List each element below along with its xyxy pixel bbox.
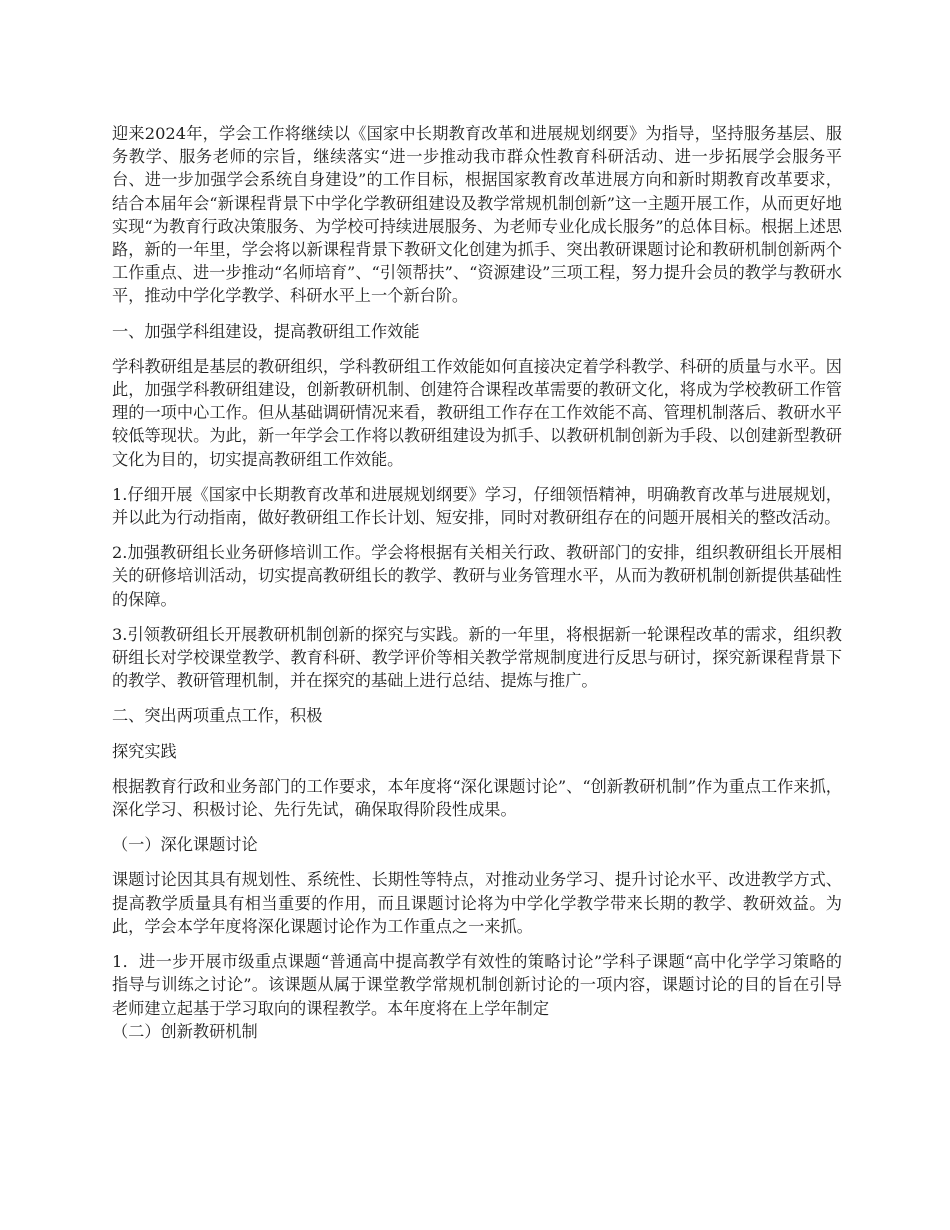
intro-paragraph: 迎来2024年，学会工作将继续以《国家中长期教育改革和进展规划纲要》为指导，坚持服务基层、服务教学、服务老师的宗旨，继续落实“进一步推动我市群众性教育科研活动、进一步拓展学会服务平台、进一步加强学会系统自身建设”的工作目标，根据国家教育改革进展方向和新时期教育改革要求，结合本届年会“新课程背景下中学化学教研组建设及教学常规机制创新”这一主题开展工作，从而更好地实现“为教育行政决策服务、为学校可持续进展服务、为老师专业化成长服务”的总体目标。根据上述思路，新的一年里，学会将以新课程背景下教研文化创建为抓手、突出教研课题讨论和教研机制创新两个工作重点、进一步推动“名师培育”、“引领帮扶”、“资源建设”三项工程，努力提升会员的教学与教研水平，推动中学化学教学、科研水平上一个新台阶。 bbox=[112, 124, 842, 306]
section-heading-2: 二、突出两项重点工作，积极 bbox=[112, 706, 323, 726]
subsection-heading-2: （二）创新教研机制 bbox=[112, 1021, 258, 1041]
subsection-1-paragraph: 课题讨论因其具有规划性、系统性、长期性等特点，对推动业务学习、提升讨论水平、改进教学方式、提高教学质量具有相当重要的作用，而且课题讨论将为中学化学教学带来长期的教学、教研效益。为此，学会本学年度将深化课题讨论作为工作重点之一来抓。 bbox=[112, 870, 842, 936]
subsection-1-item-1: 1．进一步开展市级重点课题“普通高中提高教学有效性的策略讨论”学科子课题“高中化学学习策略的指导与训练之讨论”。该课题从属于课堂教学常规机制创新讨论的一项内容，课题讨论的目的旨在引导老师建立起基于学习取向的课程教学。本年度将在上学年制定 bbox=[112, 952, 842, 1018]
section-2-paragraph: 根据教育行政和业务部门的工作要求，本年度将“深化课题讨论”、“创新教研机制”作为重点工作来抓，深化学习、积极讨论、先行先试，确保取得阶段性成果。 bbox=[112, 776, 842, 820]
subsection-heading-1: （一）深化课题讨论 bbox=[112, 835, 258, 855]
document-body bbox=[112, 122, 842, 1043]
list-item-3: 3.引领教研组长开展教研机制创新的探究与实践。新的一年里，将根据新一轮课程改革的需求，组织教研组长对学校课堂教学、教育科研、教学评价等相关教学常规制度进行反思与研讨，探究新课程背景下的教学、教研管理机制，并在探究的基础上进行总结、提炼与推广。 bbox=[112, 624, 842, 691]
list-item-1: 1.仔细开展《国家中长期教育改革和进展规划纲要》学习，仔细领悟精神，明确教育改革与进展规划，并以此为行动指南，做好教研组工作长计划、短安排，同时对教研组存在的问题开展相关的整改活动。 bbox=[112, 484, 842, 528]
list-item-2: 2.加强教研组长业务研修培训工作。学会将根据有关相关行政、教研部门的安排，组织教研组长开展相关的研修培训活动，切实提高教研组长的教学、教研与业务管理水平，从而为教研机制创新提供基础性的保障。 bbox=[112, 543, 842, 609]
section-1-paragraph: 学科教研组是基层的教研组织，学科教研组工作效能如何直接决定着学科教学、科研的质量与水平。因此，加强学科教研组建设，创新教研机制、创建符合课程改革需要的教研文化，将成为学校教研工作管理的一项中心工作。但从基础调研情况来看，教研组工作存在工作效能不高、管理机制落后、教研水平较低等现状。为此，新一年学会工作将以教研组建设为抓手、以教研机制创新为手段、以创建新型教研文化为目的，切实提高教研组工作效能。 bbox=[112, 356, 842, 469]
section-heading-1: 一、加强学科组建设，提高教研组工作效能 bbox=[112, 321, 420, 341]
section-heading-2-continued: 探究实践 bbox=[112, 741, 177, 761]
